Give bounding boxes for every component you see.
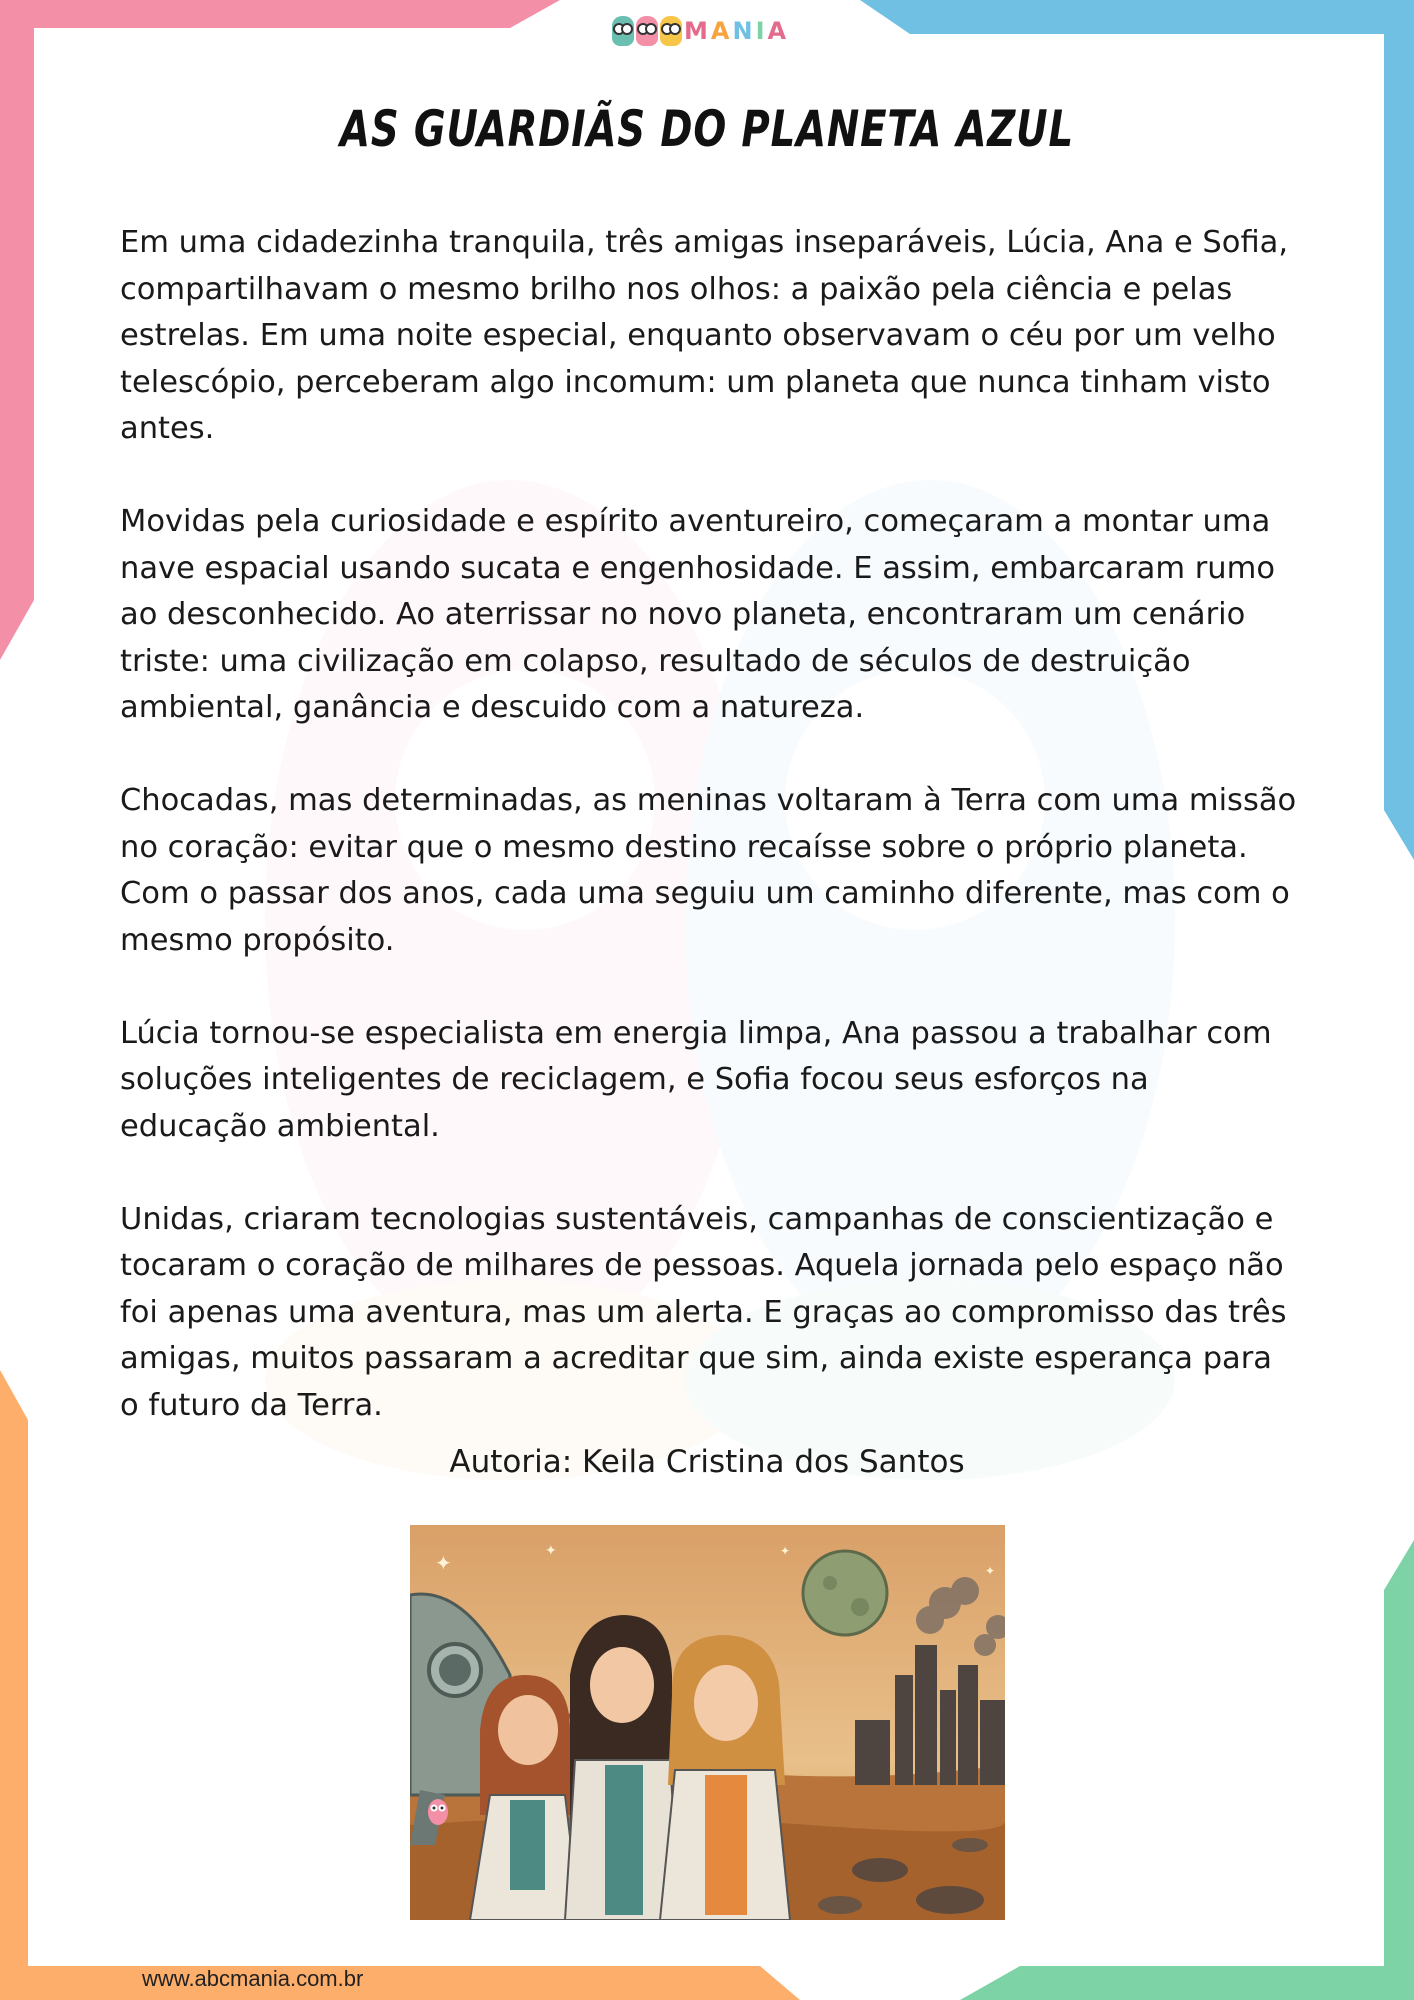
logo-wordmark: A (767, 17, 788, 45)
svg-text:✦: ✦ (435, 1551, 452, 1575)
author-credit: Autoria: Keila Cristina dos Santos (449, 1444, 965, 1480)
story-paragraph: Lúcia tornou-se especialista em energia limpa, Ana passou a trabalhar com soluções inteligentes de reciclagem, e Sofia focou seus esforços na educação ambiental. (120, 1015, 1272, 1144)
story-body (120, 220, 1300, 1429)
story-paragraph: Em uma cidadezinha tranquila, três amigas inseparáveis, Lúcia, Ana e Sofia, compartilhavam o mesmo brilho nos olhos: a paixão pela ciência e pelas estrelas. Em uma noite especial, enquanto observavam o céu por um velho telescópio, perceberam algo incomum: um planeta que nunca tinham visto antes. (120, 225, 1289, 446)
logo-wordmark: M (684, 17, 709, 45)
website-link[interactable]: www.abcmania.com.br (142, 1966, 364, 1991)
logo-wordmark: A (710, 17, 731, 45)
svg-text:✦: ✦ (985, 1564, 996, 1578)
story-title: AS GUARDIÃS DO PLANETA AZUL (340, 100, 1074, 158)
logo-wordmark: N (732, 17, 754, 45)
story-paragraph: Chocadas, mas determinadas, as meninas voltaram à Terra com uma missão no coração: evitar que o mesmo destino recaísse sobre o próprio planeta. Com o passar dos anos, cada uma seguiu um caminho diferente, mas com o mesmo propósito. (120, 783, 1297, 958)
abcmania-logo[interactable] (612, 10, 802, 52)
owl-icon (636, 16, 658, 46)
svg-text:✦: ✦ (545, 1543, 557, 1559)
svg-text:✦: ✦ (780, 1544, 791, 1558)
story-paragraph: Movidas pela curiosidade e espírito aventureiro, começaram a montar uma nave espacial usando sucata e engenhosidade. E assim, embarcaram rumo ao desconhecido. Ao aterrissar no novo planeta, encontraram um cenário triste: uma civilização em colapso, resultado de séculos de destruição ambiental, ganância e descuido com a natureza. (120, 504, 1275, 725)
owl-icon (660, 16, 682, 46)
owl-icon (612, 16, 634, 46)
logo-wordmark: I (755, 17, 766, 45)
story-paragraph: Unidas, criaram tecnologias sustentáveis, campanhas de conscientização e tocaram o coração de milhares de pessoas. Aquela jornada pelo espaço não foi apenas uma aventura, mas um alerta. E graças ao compromisso das três amigas, muitos passaram a acreditar que sim, ainda existe esperança para o futuro da Terra. (120, 1201, 1287, 1423)
story-illustration (410, 1525, 1005, 1920)
